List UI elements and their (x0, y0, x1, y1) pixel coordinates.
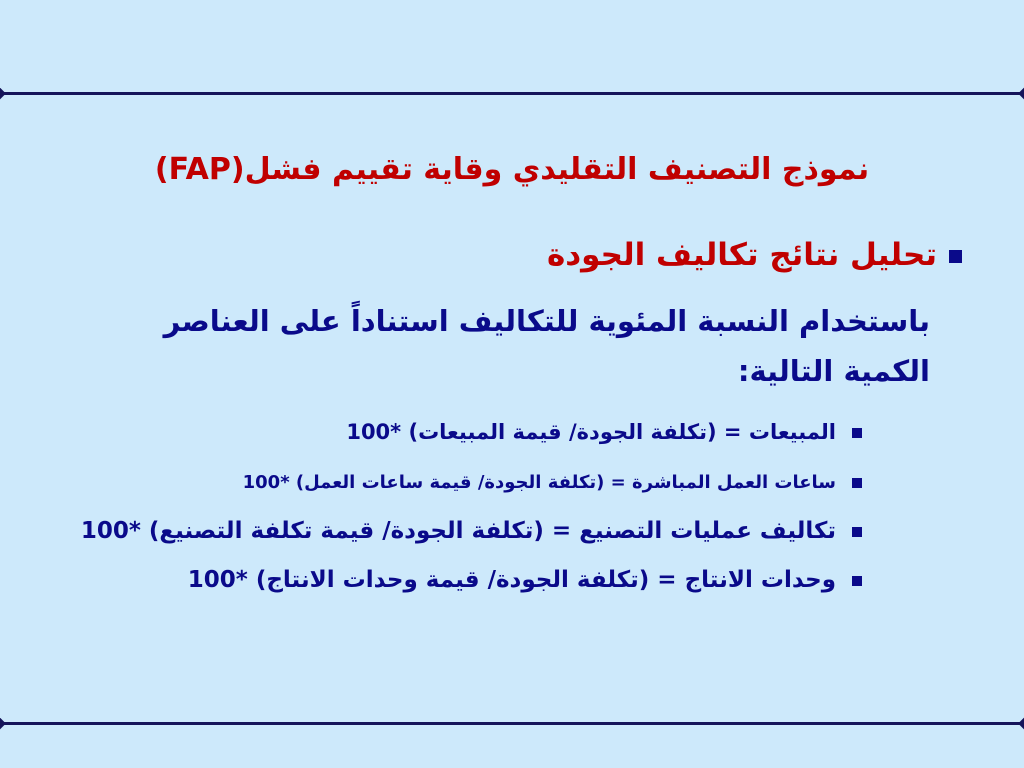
square-bullet-icon (949, 250, 962, 263)
square-bullet-icon (852, 576, 862, 586)
main-bullet-text: تحليل نتائج تكاليف الجودة (546, 237, 937, 273)
sub-bullet-text: ساعات العمل المباشرة = (تكلفة الجودة/ قيمة ساعات العمل) *100 (242, 472, 836, 493)
square-bullet-icon (852, 478, 862, 488)
sub-bullet-text: تكاليف عمليات التصنيع = (تكلفة الجودة/ قيمة تكلفة التصنيع) *100 (80, 518, 836, 544)
slide-title: نموذج التصنيف التقليدي وقاية تقييم فشل(FAP) (154, 152, 870, 187)
sub-bullet-manufacturing-costs (81, 512, 862, 550)
bottom-divider-line (0, 722, 1024, 725)
square-bullet-icon (852, 428, 862, 438)
sub-bullet-labor-hours (243, 466, 862, 500)
main-bullet (547, 232, 962, 278)
sub-bullet-production-units (188, 561, 862, 599)
sub-bullet-sales (346, 414, 862, 450)
sub-bullet-text: وحدات الانتاج = (تكلفة الجودة/ قيمة وحدات الانتاج) *100 (187, 567, 836, 593)
body-paragraph: باستخدام النسبة المئوية للتكاليف استناداً على العناصر الكمية التالية: (163, 304, 930, 388)
square-bullet-icon (852, 527, 862, 537)
sub-bullet-text: المبيعات = (تكلفة الجودة/ قيمة المبيعات) *100 (346, 420, 836, 444)
